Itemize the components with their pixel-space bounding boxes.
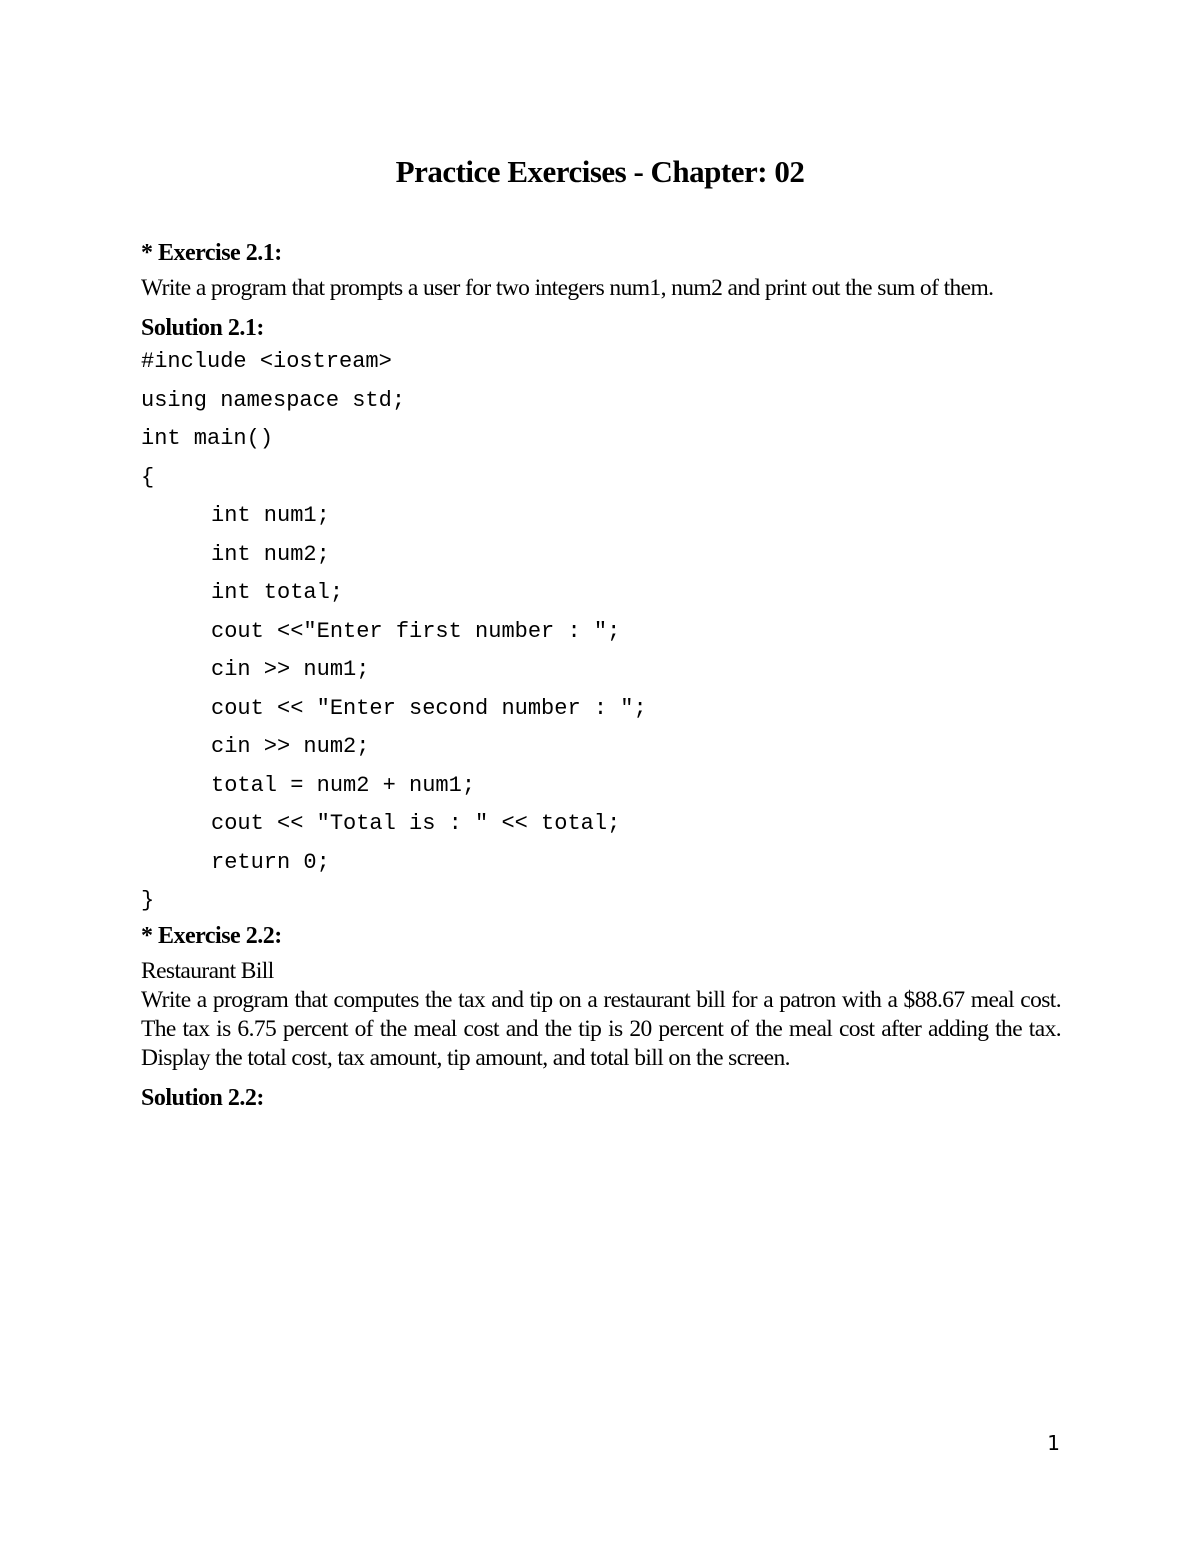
exercise-2-2-subtitle: Restaurant Bill [141,957,274,984]
code-line: cout << "Total is : " << total; [211,811,621,836]
code-line: int num2; [211,541,330,567]
code-line: } [141,888,155,913]
exercise-2-1-heading: * Exercise 2.1: [141,240,282,266]
code-line: cout << "Enter second number : "; [211,695,647,721]
page-title: Practice Exercises - Chapter: 02 [395,154,805,189]
code-line: cin >> num1; [211,657,370,682]
code-line: int main() [141,426,274,451]
code-line: { [141,464,155,490]
page-content [141,236,1061,1115]
code-line: using namespace std; [141,387,406,413]
exercise-2-2-heading: * Exercise 2.2: [141,922,282,949]
code-line: cout <<"Enter first number : "; [211,618,621,644]
code-line: cin >> num2; [211,734,370,759]
code-block [141,343,1061,921]
code-line: int num1; [211,503,330,528]
code-line: int total; [211,580,344,605]
code-line: total = num2 + num1; [211,772,476,798]
code-line: #include <iostream> [141,349,392,374]
solution-2-2-heading: Solution 2.2: [141,1084,264,1111]
page-number: 1 [1047,1431,1060,1455]
solution-2-1-heading: Solution 2.1: [141,315,264,341]
exercise-2-1-description: Write a program that prompts a user for two integers num1, num2 and print out the sum of them. [141,275,994,301]
exercise-2-2 [141,919,1061,1115]
exercise-2-1 [141,236,1061,921]
exercise-2-2-description: Write a program that computes the tax and tip on a restaurant bill for a patron with a $88.67 meal cost. The tax is 6.75 percent of the meal cost and the tip is 20 percent of the meal cost after adding the tax. Display the total cost, tax amount, tip amount, and total bill on the screen. [141,986,1061,1071]
code-line: return 0; [211,849,330,875]
